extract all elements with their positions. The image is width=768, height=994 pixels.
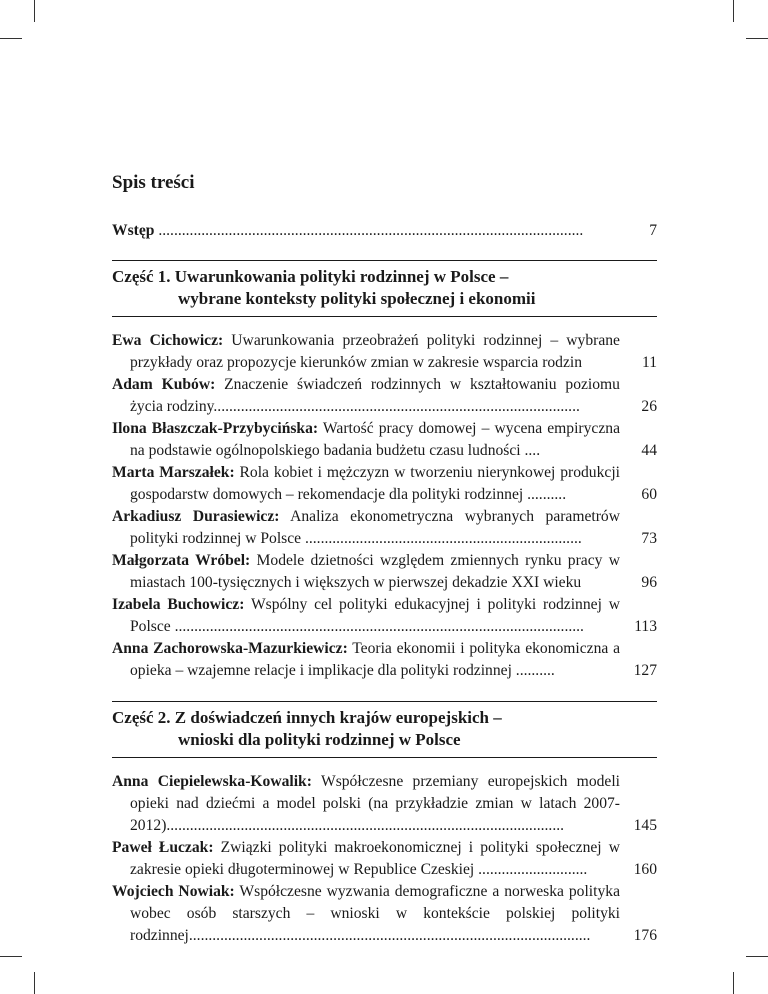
entry-author: Ewa Cichowicz: xyxy=(112,332,224,349)
crop-mark xyxy=(0,956,22,957)
toc-entry[interactable] xyxy=(112,330,657,374)
entry-title: Teoria ekonomii i polityka ekonomiczna a opieka – wzajemne relacje i implikacje dla polityki rodzinnej .......... xyxy=(130,640,620,679)
page-number: 7 xyxy=(649,222,657,239)
entry-title: Analiza ekonometryczna wybranych parametrów polityki rodzinnej w Polsce ....................................................................... xyxy=(130,508,620,547)
entry-title: Uwarunkowania przeobrażeń polityki rodzinnej – wybrane przykłady oraz propozycje kierunków zmian w zakresie wsparcia rodzin xyxy=(130,332,620,371)
toc-title: Spis treści xyxy=(112,172,195,193)
entry-author: Paweł Łuczak: xyxy=(112,839,214,856)
page-number: 160 xyxy=(633,861,657,878)
crop-mark xyxy=(746,38,768,39)
toc-entry[interactable] xyxy=(112,881,657,947)
crop-mark xyxy=(0,38,22,39)
toc-entry[interactable] xyxy=(112,594,657,638)
entry-title: Współczesne przemiany europejskich modeli opieki nad dziećmi a model polski (na przykładzie zmian w latach 2007-2012)...................................................................................................... xyxy=(130,773,620,834)
page-number: 60 xyxy=(641,486,657,503)
toc-entry[interactable] xyxy=(112,462,657,506)
entry-author: Małgorzata Wróbel: xyxy=(112,552,251,569)
crop-mark xyxy=(34,972,35,994)
entry-author: Izabela Buchowicz: xyxy=(112,596,245,613)
page-number: 44 xyxy=(641,442,657,459)
crop-mark xyxy=(746,956,768,957)
toc-entry[interactable] xyxy=(112,374,657,418)
page-number: 113 xyxy=(634,618,657,635)
toc-entry[interactable] xyxy=(112,638,657,682)
toc-entry[interactable] xyxy=(112,837,657,881)
part-1-title: Część 1. Uwarunkowania polityki rodzinnej w Polsce – wybrane konteksty polityki społecznej i ekonomii xyxy=(112,267,536,308)
entry-author: Wojciech Nowiak: xyxy=(112,883,235,900)
entry-title: Współczesne wyzwania demograficzne a norweska polityka wobec osób starszych – wnioski w kontekście polskiej polityki rodzinnej....................................................................................................... xyxy=(130,883,620,944)
entry-title: Znaczenie świadczeń rodzinnych w kształtowaniu poziomu życia rodziny.............................................................................................. xyxy=(130,376,620,415)
page-number: 73 xyxy=(641,530,657,547)
toc-entry[interactable] xyxy=(112,550,657,594)
intro-label: Wstęp xyxy=(112,222,155,239)
toc-entry-intro[interactable] xyxy=(112,220,657,242)
entry-title: Modele dzietności względem zmiennych rynku pracy w miastach 100-tysięcznych i większych w pierwszej dekadzie XXI wieku xyxy=(130,552,620,591)
intro-leader: ............................................................................................................. xyxy=(154,222,584,239)
entry-author: Arkadiusz Durasiewicz: xyxy=(112,508,280,525)
page-number: 176 xyxy=(633,927,657,944)
crop-mark xyxy=(34,0,35,22)
crop-mark xyxy=(733,0,734,22)
page-number: 26 xyxy=(641,398,657,415)
part-2-title: Część 2. Z doświadczeń innych krajów europejskich – wnioski dla polityki rodzinnej w Polsce xyxy=(112,708,502,749)
entry-title: Wspólny cel polityki edukacyjnej i polityki rodzinnej w Polsce ......................................................................................................... xyxy=(130,596,620,635)
section-rule xyxy=(112,260,657,261)
entry-author: Marta Marszałek: xyxy=(112,464,235,481)
entry-author: Ilona Błaszczak-Przybycińska: xyxy=(112,420,319,437)
entry-author: Adam Kubów: xyxy=(112,376,216,393)
section-rule xyxy=(112,316,657,317)
entry-title: Wartość pracy domowej – wycena empiryczna na podstawie ogólnopolskiego badania budżetu czasu ludności .... xyxy=(130,420,620,459)
page-number: 145 xyxy=(633,817,657,834)
page-number: 127 xyxy=(633,662,657,679)
entry-title: Związki polityki makroekonomicznej i polityki społecznej w zakresie opieki długoterminowej w Republice Czeskiej ............................ xyxy=(130,839,620,878)
crop-mark xyxy=(733,972,734,994)
section-rule xyxy=(112,701,657,702)
toc-entry[interactable] xyxy=(112,506,657,550)
page-number: 96 xyxy=(641,574,657,591)
toc-entry[interactable] xyxy=(112,771,657,837)
toc-entry[interactable] xyxy=(112,418,657,462)
entry-author: Anna Ciepielewska-Kowalik: xyxy=(112,773,312,790)
page-number: 11 xyxy=(641,354,657,371)
section-rule xyxy=(112,757,657,758)
entry-title: Rola kobiet i mężczyzn w tworzeniu nierynkowej produkcji gospodarstw domowych – rekomendacje dla polityki rodzinnej .......... xyxy=(130,464,620,503)
entry-author: Anna Zachorowska-Mazurkiewicz: xyxy=(112,640,348,657)
